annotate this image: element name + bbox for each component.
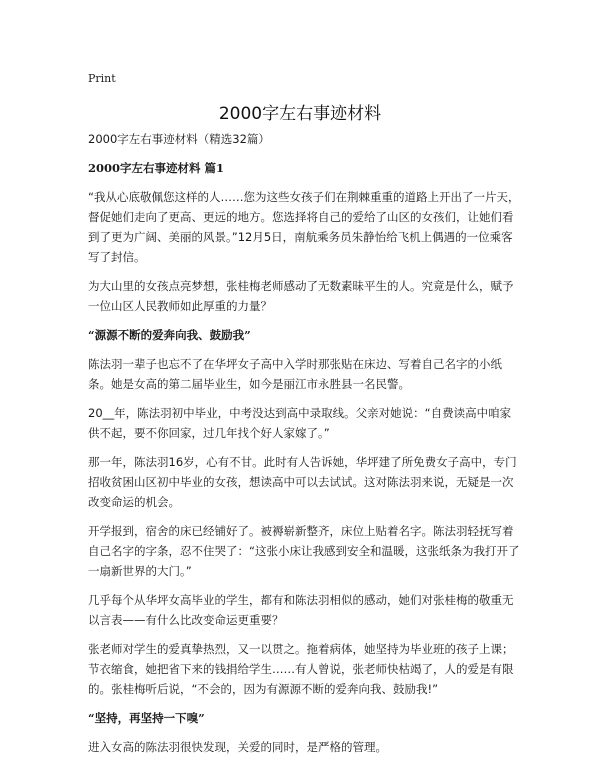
paragraph: 陈法羽一辈子也忘不了在华坪女子高中入学时那张贴在床边、写着自己名字的小纸条。她是女高的第二届毕业生，如今是丽江市永胜县一名民警。	[88, 357, 502, 391]
paragraph: 进入女高的陈法羽很快发现，关爱的同时，是严格的管理。	[88, 740, 387, 754]
paragraph: 20__年，陈法羽初中毕业，中考没达到高中录取线。父亲对她说：“自费读高中咱家供不起，要不你回家，过几年找个好人家嫁了。”	[88, 406, 512, 440]
sub-heading: “坚持，再坚持一下嗅”	[88, 711, 205, 725]
paragraph: 为大山里的女孩点亮梦想，张桂梅老师感动了无数素昧平生的人。究竟是什么，赋予一位山区人民教师如此厚重的力量？	[88, 279, 514, 313]
paragraph: “我从心底敬佩您这样的人……您为这些女孩子们在荆棘重重的道路上开出了一片天，督促她们走向了更高、更远的地方。您选择将自己的爱给了山区的女孩们，让她们看到了更为广阔、美丽的风景。”12月5日，南航乘务员朱静怡给飞机上偶遇的一位乘客写了封信。	[88, 190, 520, 264]
print-label[interactable]: Print	[88, 72, 116, 85]
paragraph: 张老师对学生的爱真挚热烈，又一以贯之。拖着病体，她坚持为毕业班的孩子上课；节衣缩食，她把省下来的钱捐给学生……有人曾说，张老师快枯竭了，人的爱是有限的。张桂梅听后说，“不会的，因为有源源不断的爱奔向我、鼓励我!”	[88, 642, 514, 696]
document-body	[88, 129, 520, 766]
paragraph: 开学报到，宿舍的床已经铺好了。被褥崭新整齐，床位上贴着名字。陈法羽轻抚写着自己名字的字条，忍不住哭了：“这张小床让我感到安全和温暖，这张纸条为我打开了一扇新世界的大门。”	[88, 524, 520, 578]
document-title: 2000字左右事迹材料	[218, 104, 382, 124]
section-heading: 2000字左右事迹材料 篇1	[88, 161, 225, 175]
document-subtitle: 2000字左右事迹材料（精选32篇）	[88, 132, 270, 146]
sub-heading: “源源不断的爱奔向我、鼓励我”	[88, 328, 251, 342]
paragraph: 那一年，陈法羽16岁，心有不甘。此时有人告诉她，华坪建了所免费女子高中，专门招收贫困山区初中毕业的女孩，想读高中可以去试试。这对陈法羽来说，无疑是一次改变命运的机会。	[88, 455, 517, 509]
paragraph: 几乎每个从华坪女高毕业的学生，都有和陈法羽相似的感动，她们对张桂梅的敬重无以言表——有什么比改变命运更重要？	[88, 593, 514, 627]
